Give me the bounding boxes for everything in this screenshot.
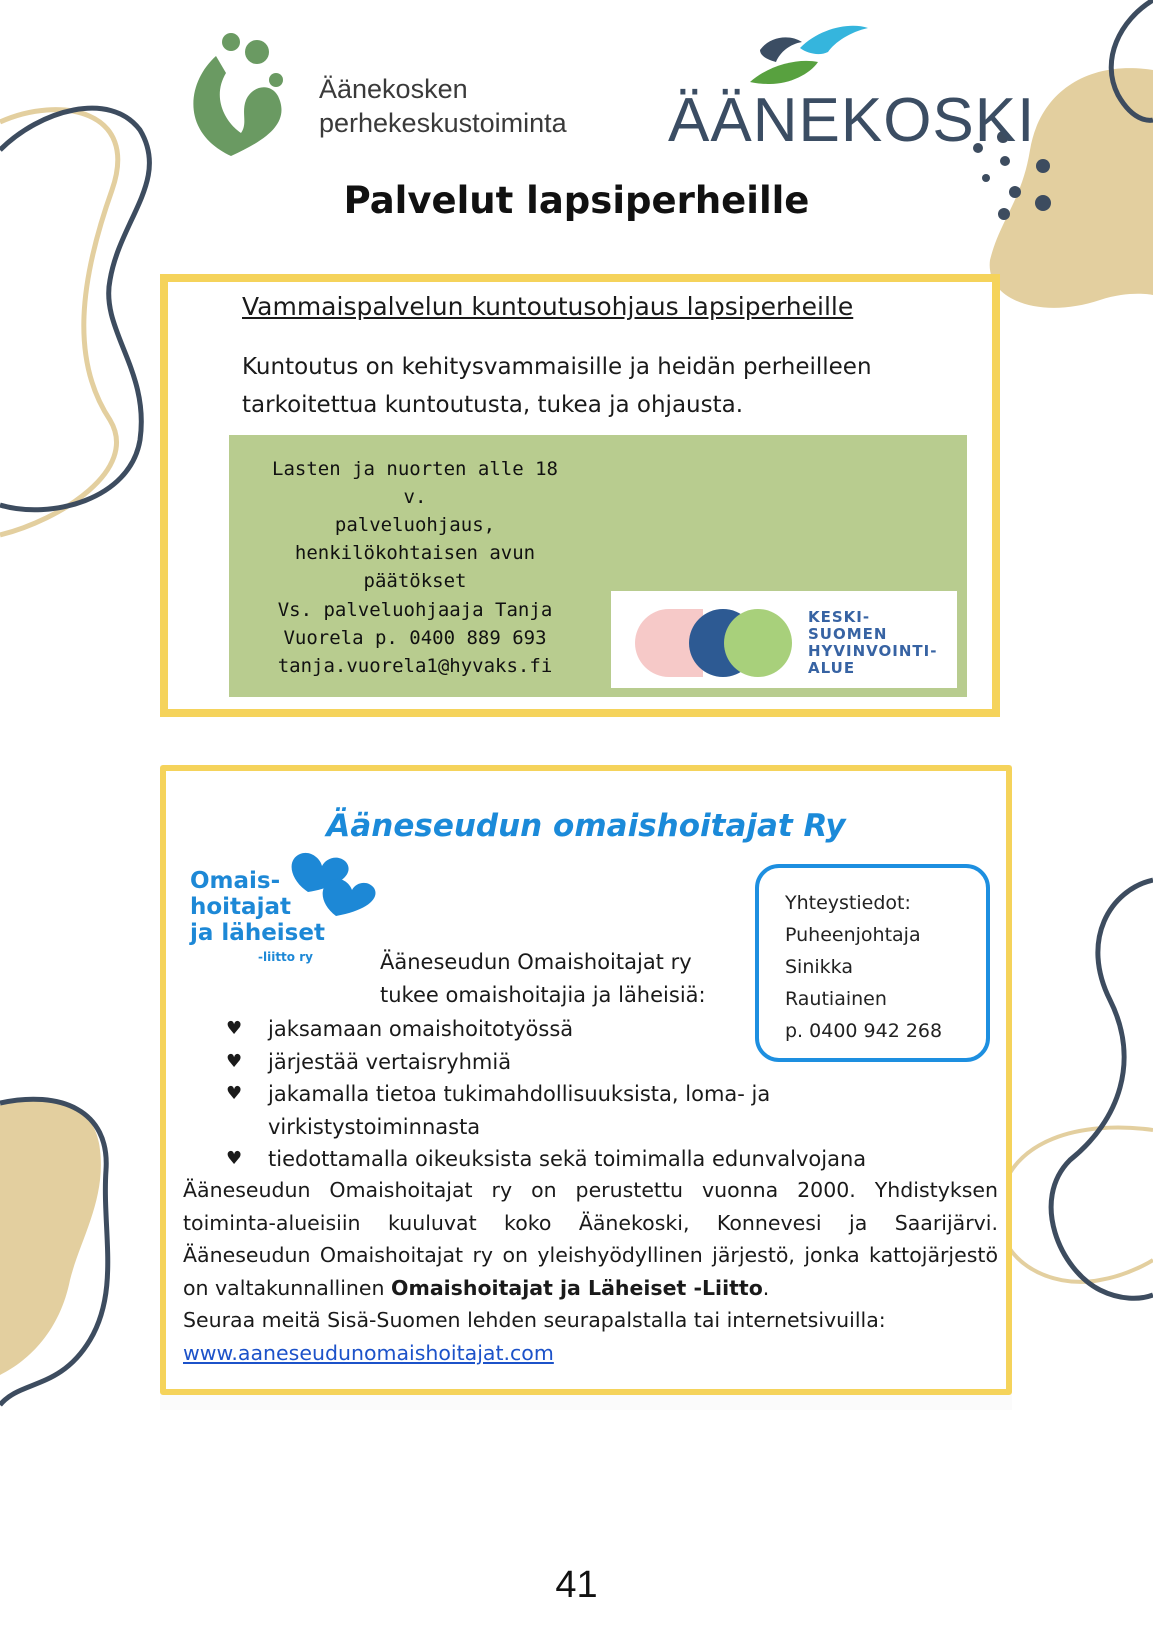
body-text: Ääneseudun Omaishoitajat ry on perustettu vuonna 2000. Yhdistyksen toiminta-alueisiin kuuluvat koko Äänekoski, Konnevesi ja Saarijärvi. Ääneseudun Omaishoitajat ry on yleishyödyllinen järjestö, jonka kattojärjestö on valtakunnallinen <box>183 1178 998 1300</box>
heart-bullet-icon: ♥ <box>226 1083 243 1104</box>
omaishoitajat-logo-text <box>190 868 325 946</box>
page-title: Palvelut lapsiperheille <box>343 179 810 222</box>
logo-text-line: ALUE <box>808 659 856 677</box>
logo-text-line: KESKI- <box>808 608 871 626</box>
aanekoski-logo-icon <box>750 18 870 88</box>
logo-text-line: hoitajat <box>190 894 291 920</box>
tan-blob-left-bottom <box>0 1101 101 1375</box>
list-item <box>226 1143 888 1176</box>
services-info <box>272 455 558 595</box>
contact-info <box>272 596 558 680</box>
website-link[interactable]: www.aaneseudunomaishoitajat.com <box>183 1340 554 1365</box>
association-description <box>183 1174 998 1369</box>
card1-title: Vammaispalvelun kuntoutusohjaus lapsiperheille <box>242 292 854 321</box>
list-item-text: jaksamaan omaishoitotyössä <box>268 1017 574 1041</box>
phone-line: Vuorela p. 0400 889 693 <box>283 627 547 649</box>
perhekeskus-logo-text <box>319 72 567 140</box>
intro-text <box>380 946 706 1012</box>
tan-curve-right-middle <box>999 1128 1153 1282</box>
list-item <box>226 1078 888 1143</box>
contact-heading: Yhteystiedot: <box>785 892 911 914</box>
contact-phone: p. 0400 942 268 <box>785 1020 943 1042</box>
hyvinvointialue-logo-text <box>808 609 937 677</box>
services-list <box>226 1013 888 1176</box>
heart-bullet-icon: ♥ <box>226 1018 243 1039</box>
body-text-bold: Omaishoitajat ja Läheiset -Liitto <box>391 1275 763 1300</box>
logo-text-line: perhekeskustoiminta <box>319 108 567 138</box>
logo-text-line: ja läheiset <box>190 920 325 946</box>
contact-role: Puheenjohtaja <box>785 924 921 946</box>
list-item <box>226 1046 888 1079</box>
omaishoitajat-logo-subtext: -liitto ry <box>258 950 313 964</box>
list-item-text: tiedottamalla oikeuksista sekä toimimalla edunvalvojana <box>268 1147 867 1171</box>
perhekeskus-logo-icon <box>186 28 296 163</box>
logo-text-line: SUOMEN <box>808 625 888 643</box>
hyvinvointialue-logo-icon <box>633 607 795 679</box>
list-item <box>226 1013 888 1046</box>
tan-curve-left-top <box>0 110 118 535</box>
navy-curve-left-top <box>0 108 149 510</box>
info-line: henkilökohtaisen avun <box>294 542 536 564</box>
description-line: Kuntoutus on kehitysvammaisille ja heidän perheilleen <box>242 354 872 380</box>
intro-line: tukee omaishoitajia ja läheisiä: <box>380 983 706 1007</box>
follow-text: Seuraa meitä Sisä-Suomen lehden seurapalstalla tai internetsivuilla: <box>183 1308 886 1332</box>
list-item-text: järjestää vertaisryhmiä <box>268 1049 512 1074</box>
aanekoski-logo-text: ÄÄNEKOSKI <box>668 86 1036 155</box>
info-line: palveluohjaus, <box>334 514 496 536</box>
heart-bullet-icon: ♥ <box>226 1050 243 1072</box>
heart-bullet-icon: ♥ <box>226 1148 243 1169</box>
contact-first-name: Sinikka <box>785 956 853 978</box>
info-line: Lasten ja nuorten alle 18 v. <box>272 458 558 508</box>
description-line: tarkoitettua kuntoutusta, tukea ja ohjausta. <box>242 392 744 418</box>
body-text: . <box>762 1275 770 1300</box>
logo-text-line: Omais- <box>190 868 281 894</box>
card2-title: Ääneseudun omaishoitajat Ry <box>326 808 846 844</box>
contact-last-name: Rautiainen <box>785 988 887 1010</box>
info-line: päätökset <box>363 570 467 592</box>
contact-line: Vs. palveluohjaaja Tanja <box>277 599 553 621</box>
email-link[interactable]: tanja.vuorela1@hyvaks.fi <box>277 655 553 677</box>
logo-text-line: HYVINVOINTI- <box>808 642 938 660</box>
card1-description <box>242 348 942 424</box>
list-item-text: jakamalla tietoa tukimahdollisuuksista, loma- ja virkistystoiminnasta <box>268 1082 771 1139</box>
logo-text-line: Äänekosken <box>319 74 468 104</box>
page-number: 41 <box>555 1564 598 1606</box>
intro-line: Ääneseudun Omaishoitajat ry <box>380 950 692 974</box>
navy-curve-right-middle <box>1051 880 1153 1298</box>
